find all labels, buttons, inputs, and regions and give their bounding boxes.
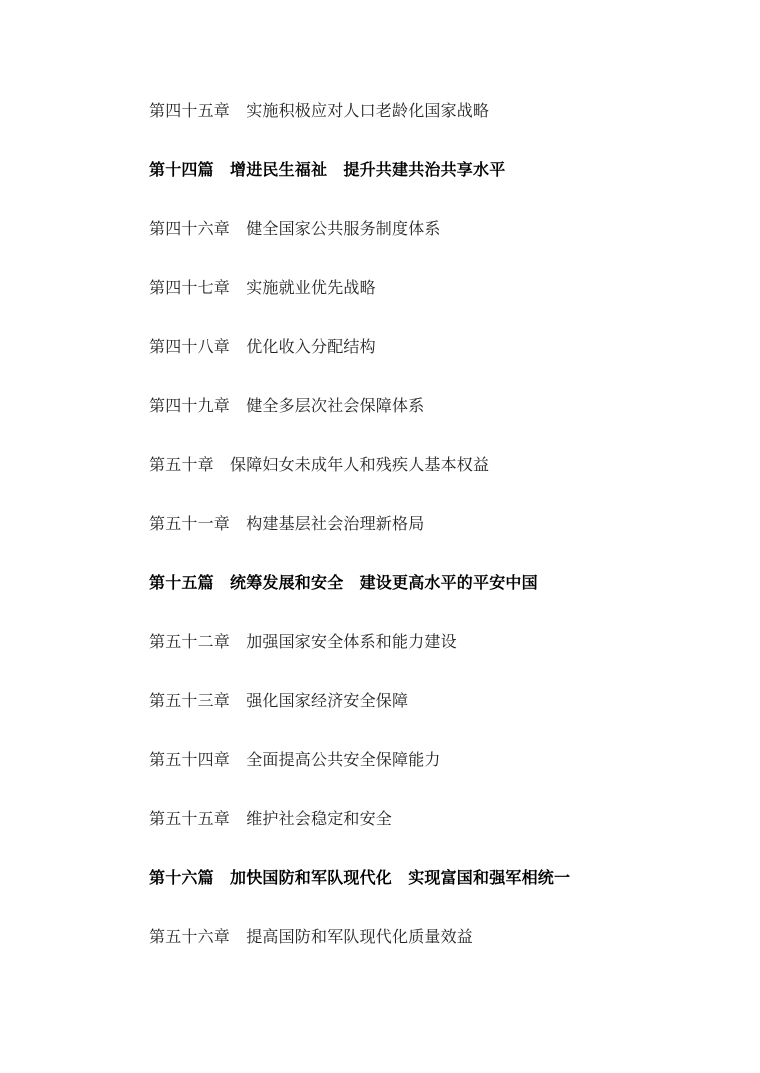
toc-chapter-55: 第五十五章 维护社会稳定和安全 <box>149 809 393 828</box>
toc-chapter-53: 第五十三章 强化国家经济安全保障 <box>149 691 409 710</box>
toc-part-14: 第十四篇 增进民生福祉 提升共建共治共享水平 <box>149 160 506 179</box>
toc-chapter-49: 第四十九章 健全多层次社会保障体系 <box>149 396 425 415</box>
toc-chapter-46: 第四十六章 健全国家公共服务制度体系 <box>149 219 441 238</box>
toc-chapter-54: 第五十四章 全面提高公共安全保障能力 <box>149 750 441 769</box>
toc-chapter-50: 第五十章 保障妇女未成年人和残疾人基本权益 <box>149 455 490 474</box>
toc-chapter-51: 第五十一章 构建基层社会治理新格局 <box>149 514 425 533</box>
toc-chapter-47: 第四十七章 实施就业优先战略 <box>149 278 376 297</box>
toc-chapter-48: 第四十八章 优化收入分配结构 <box>149 337 376 356</box>
toc-chapter-52: 第五十二章 加强国家安全体系和能力建设 <box>149 632 457 651</box>
table-of-contents <box>149 96 570 981</box>
toc-part-15: 第十五篇 统筹发展和安全 建设更高水平的平安中国 <box>149 573 538 592</box>
toc-chapter-45: 第四十五章 实施积极应对人口老龄化国家战略 <box>149 101 490 120</box>
toc-chapter-56: 第五十六章 提高国防和军队现代化质量效益 <box>149 927 474 946</box>
toc-part-16: 第十六篇 加快国防和军队现代化 实现富国和强军相统一 <box>149 868 571 887</box>
